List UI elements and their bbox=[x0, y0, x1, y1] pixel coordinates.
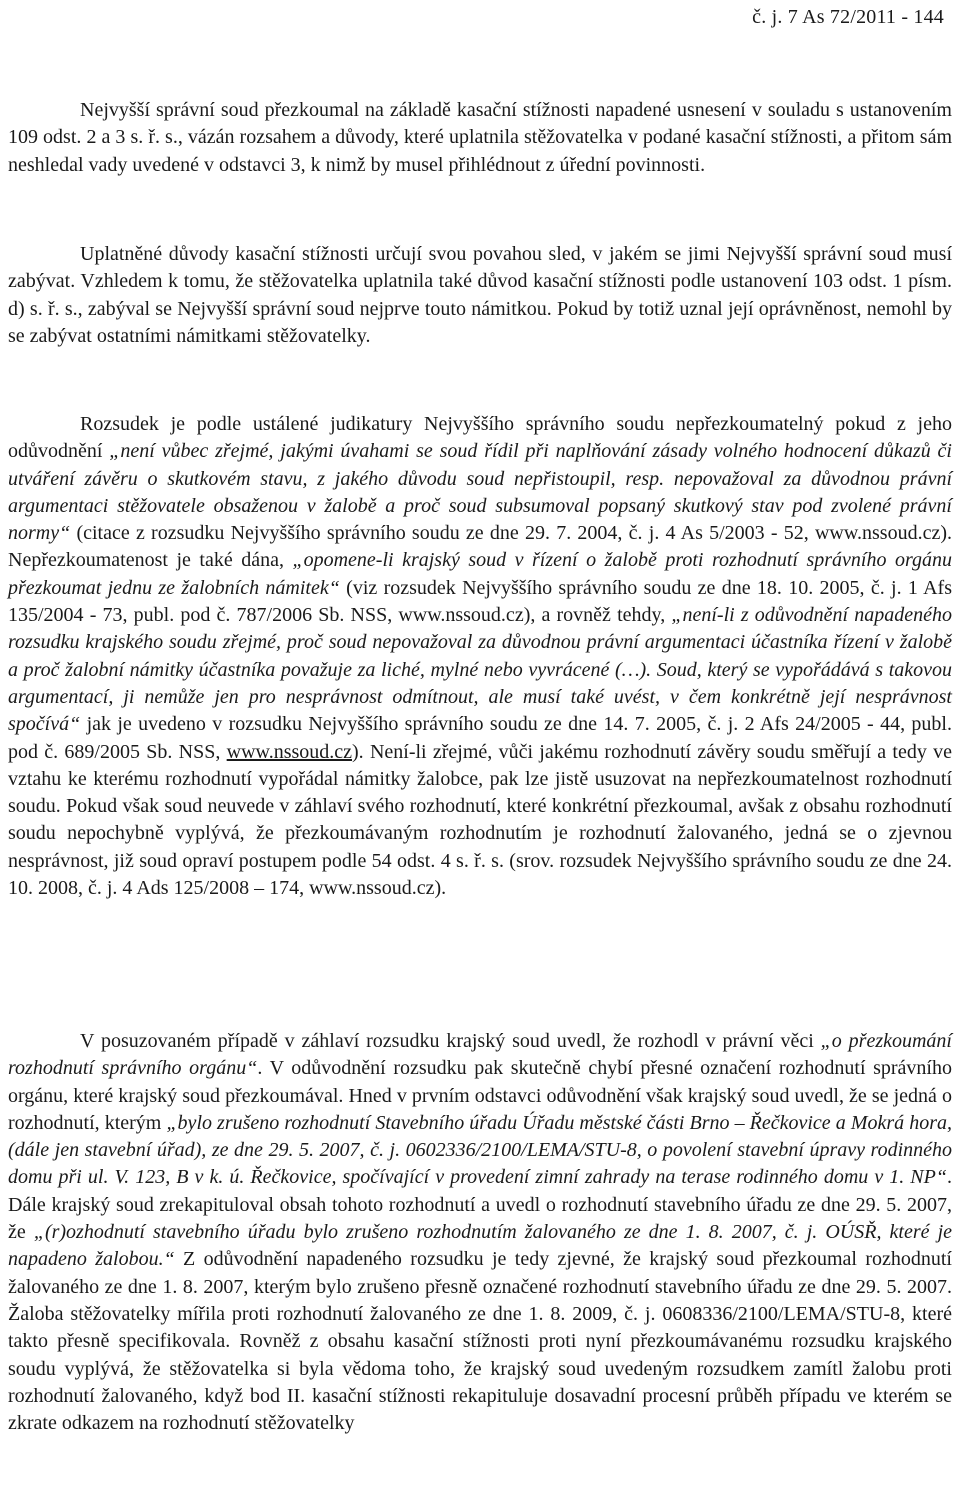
case-reference: č. j. 7 As 72/2011 - 144 bbox=[752, 6, 944, 28]
quotation: „není vůbec zřejmé, jakými úvahami se soud řídil při naplňování zásady volného hodnocení důkazů či utváření závěru o skutkovém stavu, z jakého důvodu soud nepřistoupil, resp. nepovažoval za důvodnou právní argumentaci stěžovatele obsaženou v žalobě a proč soud subsumoval popsaný skutkový stav pod zvolené právní normy“ bbox=[8, 440, 952, 545]
text-run: V posuzovaném případě v záhlaví rozsudku krajský soud uvedl, že rozhodl v právní věci bbox=[80, 1030, 821, 1052]
nssoud-link[interactable]: www.nssoud.cz bbox=[226, 740, 353, 763]
text-run: (viz rozsudek Nejvyššího správního soudu ze dne 18. 10. 2005, č. j. 1 Afs 135/2004 - 73, publ. pod č. 787/2006 Sb. NSS, www.nssoud.cz), a rovněž tehdy, bbox=[8, 576, 952, 627]
text-run: . Dále krajský soud zrekapituloval obsah tohoto rozhodnutí a uvedl o rozhodnutí stavebního úřadu ze dne 29. 5. 2007, že bbox=[8, 1166, 952, 1244]
quotation: „(r)ozhodnutí stavebního úřadu bylo zrušeno rozhodnutím žalovaného ze dne 1. 8. 2007, č. j. OÚSŘ, které je napadeno žalobou.“ bbox=[8, 1221, 952, 1271]
text-run: Rozsudek je podle ustálené judikatury Nejvyššího správního soudu nepřezkoumatelný pokud z jeho odůvodnění bbox=[8, 413, 952, 463]
quotation: „není-li z odůvodnění napadeného rozsudku krajského soudu zřejmé, proč soud nepovažoval za důvodnou právní argumentaci účastníka řízení v žalobě a proč žalobní námitky účastníka považuje za liché, mylné nebo vyvrácené (…). Soud, který se vypořádává s takovou argumentací, ji nemůže jen pro nesprávnost odmítnout, ale musí také uvést, v čem konkrétně její nesprávnost spočívá“ bbox=[8, 604, 952, 736]
quotation: „opomene-li krajský soud v řízení o žalobě proti rozhodnutí správního orgánu přezkoumat jednu ze žalobních námitek“ bbox=[8, 549, 952, 599]
paragraph-grounds-order: Uplatněné důvody kasační stížnosti určují svou povahou sled, v jakém se jimi Nejvyšší správní soud musí zabývat. Vzhledem k tomu, že stěžovatelka uplatnila také důvod kasační stížnosti podle ustanovení 103 odst. 1 písm. d) s. ř. s., zabýval se Nejvyšší správní soud nejprve touto námitkou. Pokud by totiž uznal její oprávněnost, nemohl by se zabývat ostatními námitkami stěžovatelky. bbox=[8, 243, 952, 347]
paragraph-review-scope: Nejvyšší správní soud přezkoumal na základě kasační stížnosti napadené usnesení v souladu s ustanovením 109 odst. 2 a 3 s. ř. s., vázán rozsahem a důvody, které uplatnila stěžovatelka v podané kasační stížnosti, a přitom sám neshledal vady uvedené v odstavci 3, k nimž by musel přihlédnout z úřední povinnosti. bbox=[8, 99, 952, 176]
quotation: „o přezkoumání rozhodnutí správního orgánu“ bbox=[8, 1030, 952, 1080]
text-run: Z odůvodnění napadeného rozsudku je tedy zjevné, že krajský soud přezkoumal rozhodnutí žalovaného ze dne 1. 8. 2007, kterým bylo zrušeno přesně označené rozhodnutí stavebního úřadu ze dne 29. 5. 2007. Žaloba stěžovatelky mířila proti rozhodnutí žalovaného ze dne 1. 8. 2009, č. j. 0608336/2100/LEMA/STU-8, které takto přesně specifikovala. Rovněž z obsahu kasační stížnosti proti nyní přezkoumávanému rozsudku krajského soudu vyplývá, že stěžovatelka si byla vědoma toho, že krajský soud uvedeným rozsudkem zamítl žalobu proti rozhodnutí žalovaného, když bod II. kasační stížnosti rekapituluje dosavadní procesní průběh případu ve kterém se zkrate odkazem na rozhodnutí stěžovatelky bbox=[8, 1248, 952, 1435]
text-run: jak je uvedeno v rozsudku Nejvyššího správního soudu ze dne 14. 7. 2005, č. j. 2 Afs 24/2005 - 44, publ. pod č. 689/2005 Sb. NSS, bbox=[8, 713, 952, 763]
paragraph-unreviewability bbox=[8, 411, 952, 902]
text-run: . V odůvodnění rozsudku pak skutečně chybí přesné označení rozhodnutí správního orgánu, které krajský soud přezkoumával. Hned v prvním odstavci odůvodnění však krajský soud uvedl, že se jedná o rozhodnutí, kterým bbox=[8, 1057, 952, 1134]
text-run: ). Není-li zřejmé, vůči jakému rozhodnutí závěry soudu směřují a tedy ve vztahu ke kterému rozhodnutí vypořádal námitky žalobce, pak lze jistě usuzovat na nepřezkoumatelnost rozhodnutí soudu. Pokud však soud neuvede v záhlaví svého rozhodnutí, které konkrétní přezkoumal, avšak z obsahu rozhodnutí soudu nepochybně vyplývá, že přezkoumávaným rozhodnutím je rozhodnutí žalovaného, jedná se o zjevnou nesprávnost, již soud opraví postupem podle 54 odst. 4 s. ř. s. (srov. rozsudek Nejvyššího správního soudu ze dne 24. 10. 2008, č. j. 4 Ads 125/2008 – 174, www.nssoud.cz). bbox=[8, 740, 953, 900]
paragraph-case-assessment bbox=[8, 1028, 952, 1437]
quotation: „bylo zrušeno rozhodnutí Stavebního úřadu Úřadu městské části Brno – Řečkovice a Mokrá hora, (dále jen stavební úřad), ze dne 29. 5. 2007, č. j. 0602336/2100/LEMA/STU-8, o povolení stavební úpravy rodinného domu při ul. V. 123, B v k. ú. Řečkovice, spočívající v provedení zimní zahrady na terase rodinného domu v 1. NP“ bbox=[8, 1111, 952, 1189]
text-run: (citace z rozsudku Nejvyššího správního soudu ze dne 29. 7. 2004, č. j. 4 As 5/2003 - 52, www.nssoud.cz). Nepřezkoumatenost je také dána, bbox=[8, 522, 952, 572]
